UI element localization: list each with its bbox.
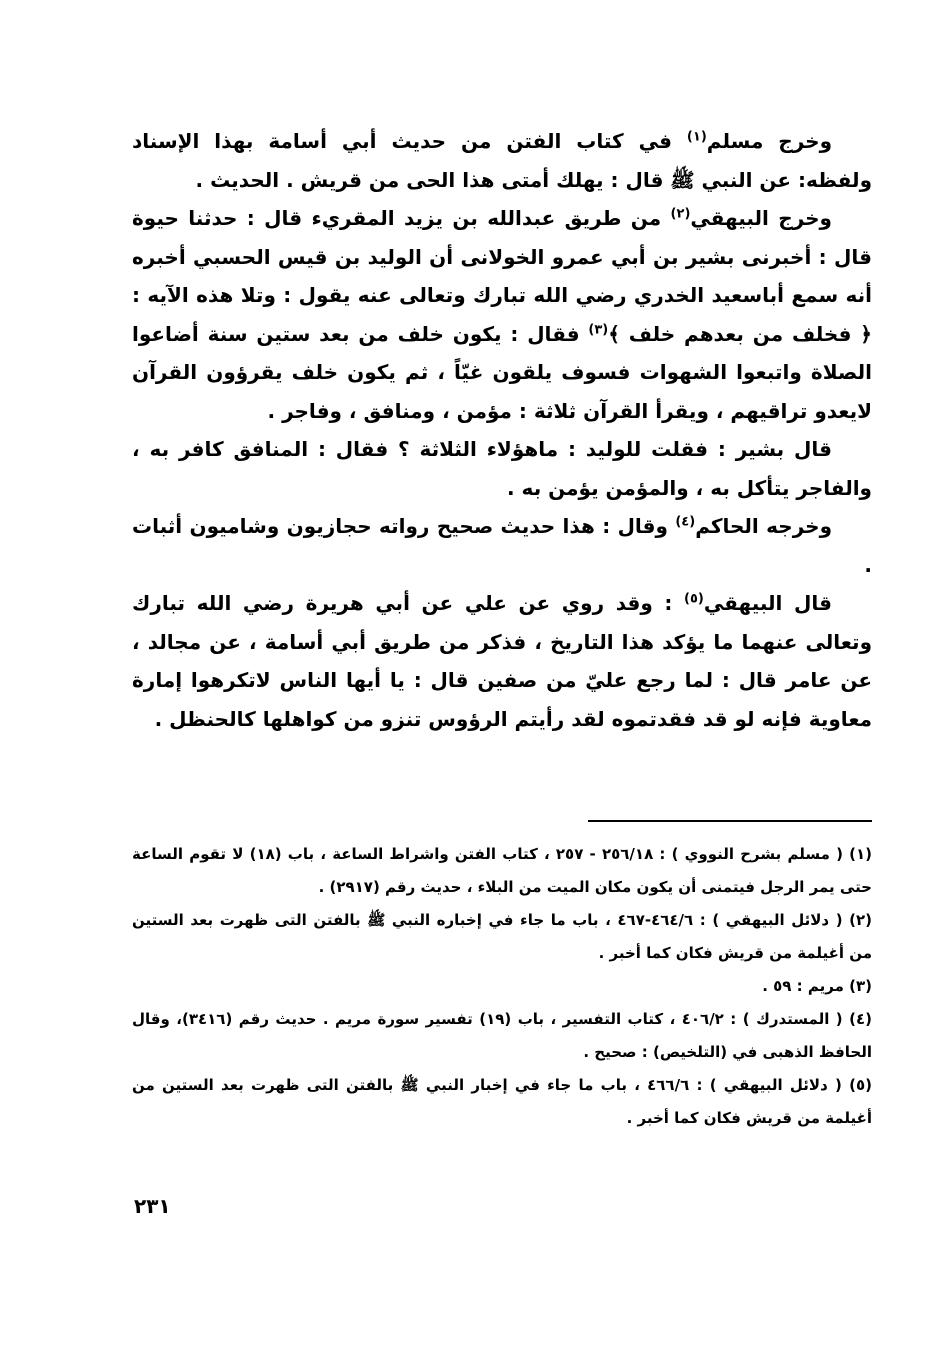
footnote-1: (١) ( مسلم بشرح النووي ) : ٢٥٦/١٨ - ٢٥٧ ، كتاب الفتن واشراط الساعة ، باب (١٨) لا تقوم الساعة حتى يمر الرجل فيتمنى أن يكون مكان الميت من البلاء ، حديث رقم (٢٩١٧) . bbox=[132, 845, 872, 896]
paragraph-2: وخرج البيهقي$^{(٢)}$ من طريق عبدالله بن يزيد المقريء قال : حدثنا حيوة قال : أخبرنى بشير بن أبي عمرو الخولانى أن الوليد بن قيس الحسبي أخبره أنه سمع أباسعيد الخدري رضي الله تبارك وتعالى عنه يقول : وتلا هذه الآيه : ﴿ فخلف من بعدهم خلف ﴾$^{(٣)}$ فقال : يكون خلف من بعد ستين سنة أضاعوا الصلاة واتبعوا الشهوات فسوف يلقون غيّاً ، ثم يكون خلف يقرؤون القرآن لايعدو تراقيهم ، ويقرأ القرآن ثلاثة : مؤمن ، ومنافق ، وفاجر . bbox=[132, 206, 872, 423]
page-number: ٢٣١ bbox=[134, 1194, 171, 1218]
paragraph-4: وخرجه الحاكم$^{(٤)}$ وقال : هذا حديث صحيح رواته حجازيون وشاميون أثبات . bbox=[132, 514, 872, 577]
footnote-4: (٤) ( المستدرك ) : ٤٠٦/٢ ، كتاب التفسير ، باب (١٩) تفسير سورة مريم . حديث رقم (٣٤١٦)، وقال الحافظ الذهبى في (التلخيص) : صحيح . bbox=[132, 1010, 872, 1061]
footnote-divider bbox=[588, 820, 872, 822]
paragraph-3: قال بشير : فقلت للوليد : ماهؤلاء الثلاثة ؟ فقال : المنافق كافر به ، والفاجر يتأكل به ، والمؤمن يؤمن به . bbox=[132, 437, 872, 500]
footnote-ref-4[interactable]: (٤) bbox=[675, 514, 696, 530]
footnotes bbox=[132, 838, 872, 1135]
footnote-ref-5[interactable]: (٥) bbox=[684, 591, 704, 607]
footnote-ref-1[interactable]: (١) bbox=[686, 129, 707, 145]
main-text bbox=[132, 122, 872, 738]
paragraph-1: وخرج مسلم$^{(١)}$ في كتاب الفتن من حديث أبي أسامة بهذا الإسناد ولفظه: عن النبي ﷺ قال : يهلك أمتى هذا الحى من قريش . الحديث . bbox=[132, 129, 872, 192]
footnote-5: (٥) ( دلائل البيهقي ) : ٤٦٦/٦ ، باب ما جاء في إخبار النبي ﷺ بالفتن التى ظهرت بعد الستين من أغيلمة من قريش فكان كما أخبر . bbox=[132, 1076, 872, 1127]
footnote-ref-3[interactable]: (٣) bbox=[588, 321, 609, 337]
footnote-3: (٣) مريم : ٥٩ . bbox=[762, 977, 872, 995]
footnote-ref-2[interactable]: (٢) bbox=[670, 206, 691, 222]
footnote-2: (٢) ( دلائل البيهقي ) : ٤٦٤/٦-٤٦٧ ، باب ما جاء في إخباره النبي ﷺ بالفتن التى ظهرت بعد الستين من أغيلمة من قريش فكان كما أخبر . bbox=[132, 911, 872, 962]
paragraph-5: قال البيهقي$^{(٥)}$ : وقد روي عن علي عن أبي هريرة رضي الله تبارك وتعالى عنهما ما يؤكد هذا التاريخ ، فذكر من طريق أبي أسامة ، عن مجالد ، عن عامر قال : لما رجع عليّ من صفين قال : يا أيها الناس لاتكرهوا إمارة معاوية فإنه لو قد فقدتموه لقد رأيتم الرؤوس تنزو من كواهلها كالحنظل . bbox=[132, 591, 872, 731]
